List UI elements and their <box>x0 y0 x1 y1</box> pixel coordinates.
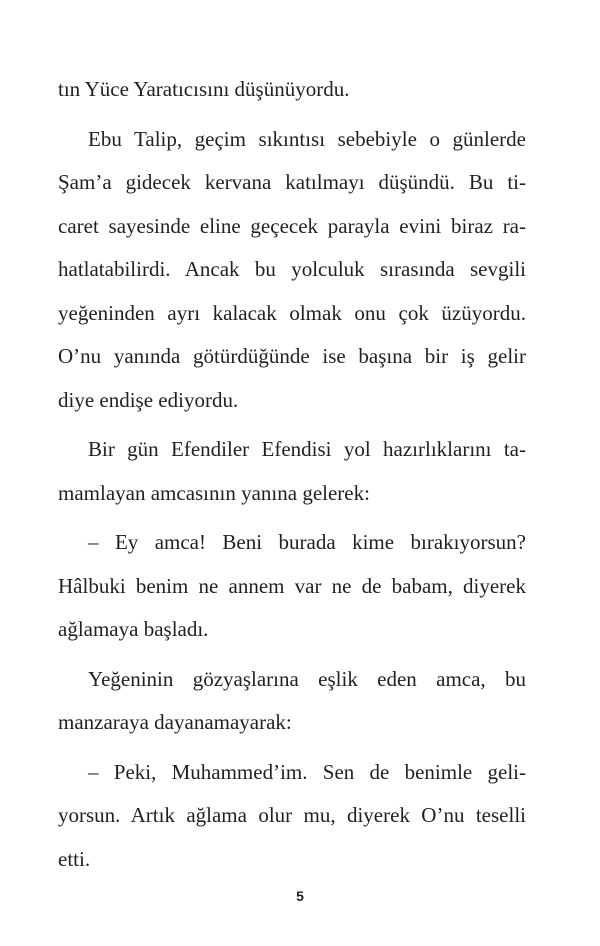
text-line: ağlamaya başladı. <box>58 617 209 641</box>
paragraph <box>58 118 526 423</box>
paragraph <box>58 658 526 745</box>
text-line: manzaraya dayanamayarak: <box>58 710 292 734</box>
page-number: 5 <box>296 888 304 904</box>
book-page-text <box>58 68 526 881</box>
paragraph <box>58 751 526 882</box>
text-line: – Ey amca! Beni burada kime bırakıyorsun? <box>88 530 526 554</box>
text-line: etti. <box>58 846 91 871</box>
text-line: – Peki, Muhammed’im. Sen de benimle geli- <box>88 759 526 784</box>
paragraph <box>58 521 526 652</box>
paragraph <box>58 68 526 112</box>
text-line: Hâlbuki benim ne annem var ne de babam, diyerek <box>58 573 526 598</box>
text-line: Bir gün Efendiler Efendisi yol hazırlıklarını ta- <box>88 437 526 461</box>
text-line: mamlayan amcasının yanına gelerek: <box>58 480 370 505</box>
text-line: hatlatabilirdi. Ancak bu yolculuk sırasında sevgili <box>58 257 526 281</box>
text-line: Ebu Talip, geçim sıkıntısı sebebiyle o günlerde <box>88 126 526 151</box>
text-line: diye endişe ediyordu. <box>58 387 239 412</box>
text-line: caret sayesinde eline geçecek parayla evini biraz ra- <box>58 213 526 238</box>
text-line: O’nu yanında götürdüğünde ise başına bir iş gelir <box>58 344 526 368</box>
text-line: yeğeninden ayrı kalacak olmak onu çok üzüyordu. <box>58 300 526 325</box>
text-line: Şam’a gidecek kervana katılmayı düşündü. Bu ti- <box>58 170 526 194</box>
text-line: Yeğeninin gözyaşlarına eşlik eden amca, bu <box>88 666 526 691</box>
paragraph <box>58 428 526 515</box>
text-line: yorsun. Artık ağlama olur mu, diyerek O’nu teselli <box>58 803 526 827</box>
text-line: tın Yüce Yaratıcısını düşünüyordu. <box>58 77 350 101</box>
